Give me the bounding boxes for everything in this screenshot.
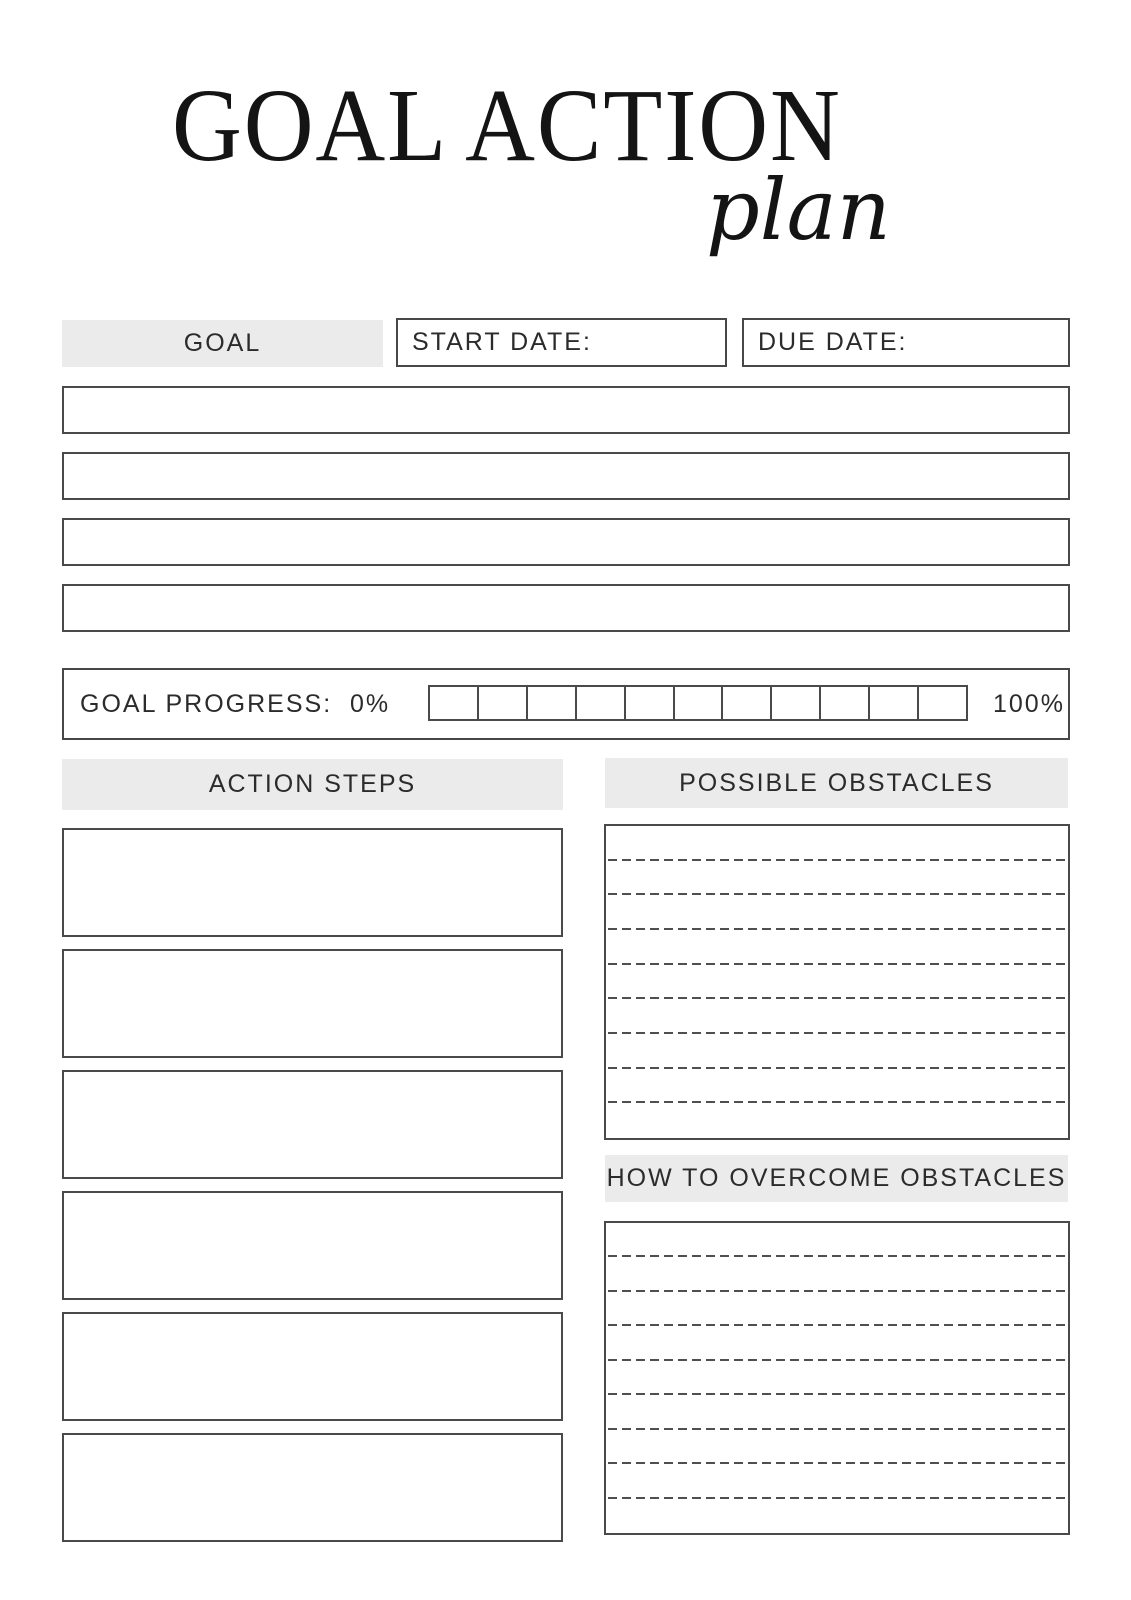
- overcome-writing-line[interactable]: [608, 1292, 1066, 1326]
- obstacles-writing-line[interactable]: [608, 1103, 1066, 1138]
- overcome-writing-line[interactable]: [608, 1499, 1066, 1533]
- progress-cell[interactable]: [528, 687, 577, 719]
- goal-input-line[interactable]: [62, 584, 1070, 632]
- obstacles-writing-line[interactable]: [608, 1069, 1066, 1104]
- progress-cell[interactable]: [821, 687, 870, 719]
- obstacles-writing-line[interactable]: [608, 861, 1066, 896]
- obstacles-writing-line[interactable]: [608, 999, 1066, 1034]
- obstacles-writing-line[interactable]: [608, 965, 1066, 1000]
- overcome-obstacles-box: [604, 1221, 1070, 1535]
- obstacles-writing-line[interactable]: [608, 1034, 1066, 1069]
- progress-min-label: 0%: [350, 689, 391, 718]
- progress-cell[interactable]: [626, 687, 675, 719]
- progress-cell[interactable]: [577, 687, 626, 719]
- goal-input-line[interactable]: [62, 386, 1070, 434]
- action-steps-header: [62, 759, 563, 810]
- action-step-box[interactable]: [62, 1070, 563, 1179]
- progress-cell[interactable]: [430, 687, 479, 719]
- goal-input-line[interactable]: [62, 452, 1070, 500]
- progress-cell[interactable]: [919, 687, 966, 719]
- overcome-writing-line[interactable]: [608, 1361, 1066, 1395]
- possible-obstacles-box: [604, 824, 1070, 1140]
- overcome-writing-line[interactable]: [608, 1257, 1066, 1291]
- overcome-writing-line[interactable]: [608, 1464, 1066, 1498]
- obstacles-writing-line[interactable]: [608, 895, 1066, 930]
- possible-obstacles-header: [605, 758, 1068, 808]
- progress-cell[interactable]: [723, 687, 772, 719]
- progress-cell[interactable]: [479, 687, 528, 719]
- action-step-box[interactable]: [62, 949, 563, 1058]
- overcome-writing-line[interactable]: [608, 1430, 1066, 1464]
- progress-bar: [428, 685, 968, 721]
- progress-max-label: 100%: [993, 689, 1065, 718]
- action-step-box[interactable]: [62, 1312, 563, 1421]
- goal-progress-tracker: [62, 668, 1070, 740]
- goal-label: GOAL: [183, 329, 262, 357]
- possible-obstacles-heading: POSSIBLE OBSTACLES: [679, 768, 994, 797]
- action-steps-heading: ACTION STEPS: [208, 770, 417, 798]
- progress-cell[interactable]: [870, 687, 919, 719]
- overcome-obstacles-header: [605, 1155, 1068, 1202]
- due-date-label: DUE DATE:: [758, 328, 908, 356]
- goal-write-in-rows: [62, 386, 1070, 632]
- overcome-writing-line[interactable]: [608, 1223, 1066, 1257]
- goal-progress-label: GOAL PROGRESS:: [80, 689, 333, 718]
- due-date-field[interactable]: [742, 318, 1070, 367]
- progress-cell[interactable]: [675, 687, 724, 719]
- progress-cell[interactable]: [772, 687, 821, 719]
- start-date-field[interactable]: [396, 318, 727, 367]
- action-step-box[interactable]: [62, 1191, 563, 1300]
- overcome-writing-line[interactable]: [608, 1395, 1066, 1429]
- obstacles-writing-line[interactable]: [608, 930, 1066, 965]
- action-steps-column: [62, 828, 563, 1542]
- obstacles-writing-line[interactable]: [608, 826, 1066, 861]
- overcome-writing-line[interactable]: [608, 1326, 1066, 1360]
- page-subtitle: plan: [706, 161, 891, 259]
- action-step-box[interactable]: [62, 1433, 563, 1542]
- goal-section-header: [62, 320, 383, 367]
- goal-input-line[interactable]: [62, 518, 1070, 566]
- page-title: GOAL ACTION: [172, 68, 842, 183]
- action-step-box[interactable]: [62, 828, 563, 937]
- start-date-label: START DATE:: [412, 328, 592, 356]
- overcome-obstacles-heading: HOW TO OVERCOME OBSTACLES: [606, 1164, 1067, 1192]
